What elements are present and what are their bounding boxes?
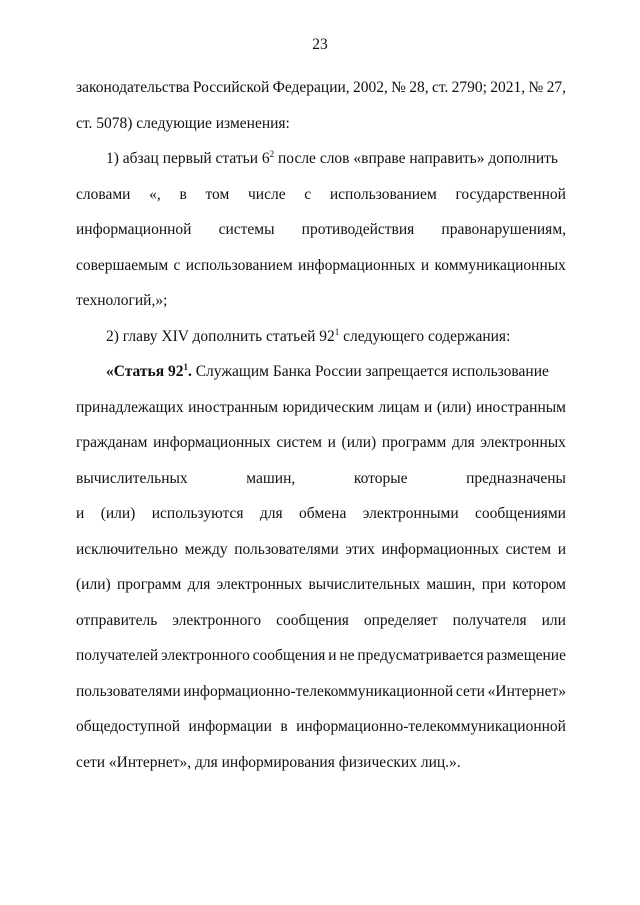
word: принадлежащих <box>76 398 184 416</box>
text-segment: после слов «вправе направить» дополнить <box>274 150 558 167</box>
word: программ <box>116 576 182 593</box>
document-body <box>76 70 566 780</box>
word: машин, <box>426 576 476 593</box>
word: 2021, <box>490 79 526 96</box>
word: информации <box>188 718 272 735</box>
word: с <box>304 185 312 203</box>
word: числе <box>248 185 286 203</box>
word: № <box>391 79 406 96</box>
article-heading-end: . <box>187 363 192 380</box>
text-segment: сети «Интернет», для информирования физических лиц.». <box>76 753 461 771</box>
text-line <box>76 319 566 355</box>
word: котором <box>512 576 566 593</box>
word: совершаемым <box>76 256 169 274</box>
word: пользователями <box>234 540 339 558</box>
text-line <box>76 496 566 532</box>
word: отправитель <box>76 611 158 629</box>
text-segment: 2) главу XIV дополнить статьей 92 <box>106 327 335 345</box>
word: предусматривается <box>357 647 484 664</box>
text-line <box>76 709 566 745</box>
word: сообщениями <box>475 505 566 522</box>
word: юридическим <box>282 398 374 416</box>
word: ст. <box>431 79 449 96</box>
word: информационно-телекоммуникационной <box>296 718 566 735</box>
article-heading <box>106 363 192 380</box>
word: № <box>528 79 544 96</box>
text-line <box>76 283 566 319</box>
word: коммуникационных <box>434 256 566 274</box>
word: и <box>557 540 566 558</box>
word: том <box>205 185 230 203</box>
word: и <box>424 398 433 416</box>
word: (или) <box>76 576 111 593</box>
text-line <box>76 603 566 639</box>
word: машин, <box>246 469 296 487</box>
word: электронного <box>172 611 262 629</box>
page-number: 23 <box>312 36 328 53</box>
word: исключительно <box>76 540 179 558</box>
word: правонарушениям, <box>441 221 566 238</box>
word: и <box>420 256 430 274</box>
word: законодательства <box>76 79 190 96</box>
word: лицам <box>378 398 420 416</box>
word: или <box>541 611 566 629</box>
word: информационно-телекоммуникационной <box>183 682 454 700</box>
article-heading-text: «Статья 92 <box>106 363 184 380</box>
word: «, <box>149 185 161 203</box>
word: которые <box>353 469 408 487</box>
word: сети <box>455 682 485 700</box>
word: 28, <box>409 79 429 96</box>
word: в <box>280 718 288 735</box>
text-line <box>76 567 566 603</box>
word: «Интернет» <box>487 682 566 700</box>
text-line <box>76 354 566 390</box>
superscript: 1 <box>334 326 340 337</box>
word: использованием <box>185 256 293 274</box>
word: (или) <box>341 434 377 451</box>
word: определяет <box>363 611 438 629</box>
text-segment: технологий,»; <box>76 292 168 309</box>
word: для <box>451 434 475 451</box>
word: Федерации, <box>272 79 350 96</box>
word: 27, <box>546 79 566 96</box>
text-line <box>76 177 566 213</box>
word: размещение <box>486 647 566 664</box>
word: систем <box>505 540 552 558</box>
word: не <box>339 647 355 664</box>
text-line <box>76 532 566 568</box>
text-line <box>76 248 566 284</box>
text-line <box>76 390 566 426</box>
text-line <box>76 212 566 248</box>
word: электронных <box>480 434 566 451</box>
word: гражданам <box>76 434 148 451</box>
word: систем <box>276 434 322 451</box>
text-line <box>76 461 566 497</box>
word: вычислительных <box>76 469 188 487</box>
text-line <box>76 638 566 674</box>
word: используются <box>151 505 244 522</box>
word: электронного <box>160 647 250 664</box>
word: информационных <box>381 540 500 558</box>
word: противодействия <box>301 221 415 238</box>
text-line <box>76 106 566 142</box>
word: иностранным <box>188 398 279 416</box>
text-line <box>76 674 566 710</box>
word: государственной <box>455 185 566 203</box>
word: в <box>179 185 187 203</box>
word: иностранным <box>475 398 566 416</box>
word: сообщения <box>276 611 349 629</box>
word: получателя <box>452 611 527 629</box>
word: при <box>481 576 507 593</box>
word: электронными <box>362 505 459 522</box>
word: 2002, <box>352 79 388 96</box>
word: и <box>327 434 336 451</box>
word: использованием <box>329 185 437 203</box>
word: обмена <box>299 505 347 522</box>
text-segment: ст. 5078) следующие изменения: <box>76 114 290 132</box>
word: для <box>187 576 211 593</box>
word: между <box>184 540 228 558</box>
text-line <box>76 425 566 461</box>
word: и <box>76 505 85 522</box>
text-line <box>76 141 566 177</box>
word: информационных <box>153 434 271 451</box>
word: и <box>328 647 337 664</box>
superscript: 1 <box>183 361 188 372</box>
text-line <box>76 70 566 106</box>
text-segment: следующего содержания: <box>339 327 511 345</box>
word: информационной <box>76 221 192 238</box>
word: вычислительных <box>308 576 421 593</box>
word: этих <box>345 540 375 558</box>
superscript: 2 <box>269 148 275 159</box>
word: словами <box>76 185 131 203</box>
text-line <box>76 745 566 781</box>
word: общедоступной <box>76 718 181 735</box>
word: для <box>259 505 283 522</box>
text-segment: 1) абзац первый статьи 6 <box>106 150 270 167</box>
word: системы <box>218 221 275 238</box>
text-segment: Служащим Банка России запрещается использование <box>191 363 549 380</box>
word: 2790; <box>451 79 487 96</box>
word: (или) <box>100 505 136 522</box>
word: сообщения <box>252 647 326 664</box>
word: Российской <box>192 79 270 96</box>
word: программ <box>381 434 447 451</box>
word: (или) <box>436 398 472 416</box>
word: получателей <box>76 647 159 664</box>
word: электронных <box>216 576 303 593</box>
word: с <box>173 256 181 274</box>
word: предназначены <box>466 469 566 487</box>
word: информационных <box>297 256 416 274</box>
word: пользователями <box>76 682 181 700</box>
